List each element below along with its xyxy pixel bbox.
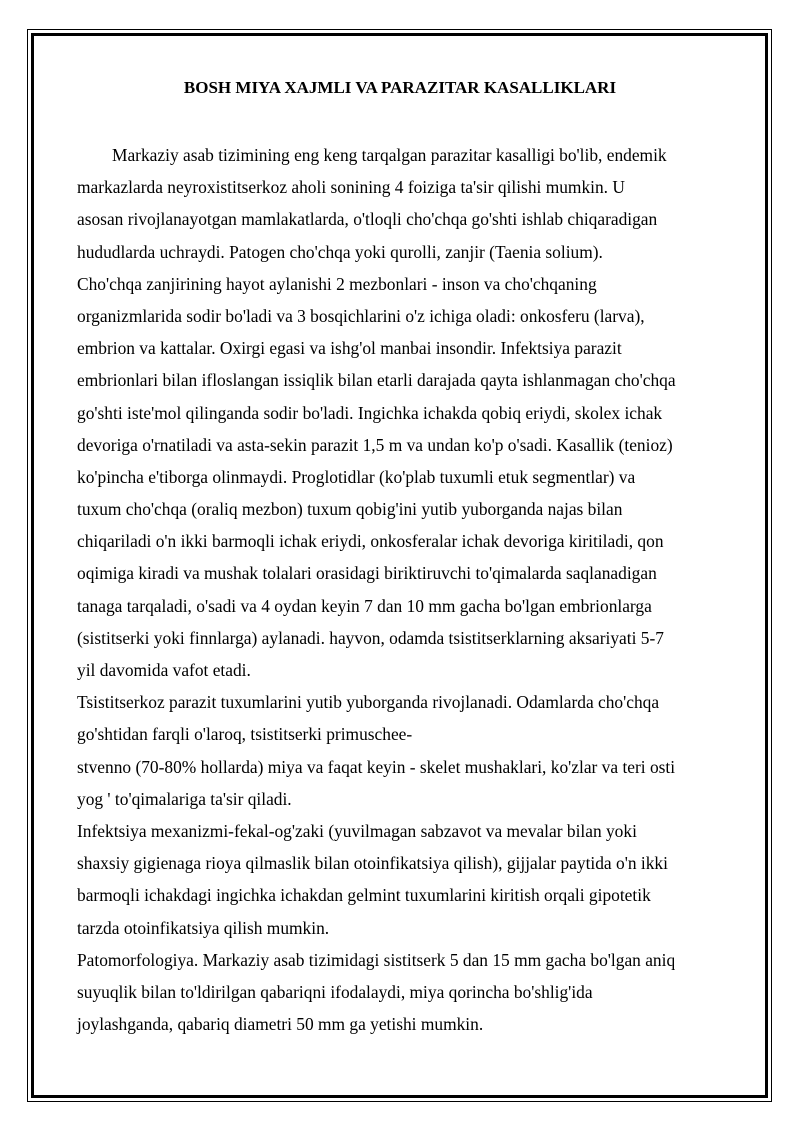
- text-line: Cho'chqa zanjirining hayot aylanishi 2 mezbonlari - inson va cho'chqaning: [77, 273, 597, 294]
- text-line: tuxum cho'chqa (oraliq mezbon) tuxum qobig'ini yutib yuborganda najas bilan: [77, 499, 623, 520]
- text-line: ko'pincha e'tiborga olinmaydi. Proglotidlar (ko'plab tuxumli etuk segmentlar) va: [77, 466, 636, 487]
- text-line: stvenno (70-80% hollarda) miya va faqat keyin - skelet mushaklari, ko'zlar va teri osti: [77, 756, 676, 777]
- text-line: go'shti iste'mol qilinganda sodir bo'ladi. Ingichka ichakda qobiq eriydi, skolex ichak: [77, 402, 663, 423]
- text-line: Tsistitserkoz parazit tuxumlarini yutib yuborganda rivojlanadi. Odamlarda cho'chqa: [77, 692, 660, 713]
- document-title: BOSH MIYA XAJMLI VA PARAZITAR KASALLIKLARI: [183, 78, 617, 97]
- text-line: yil davomida vafot etadi.: [77, 660, 251, 680]
- text-line: barmoqli ichakdagi ingichka ichakdan gelmint tuxumlarini kiritish orqali gipotetik: [77, 885, 651, 906]
- text-line: devoriga o'rnatiladi va asta-sekin parazit 1,5 m va undan ko'p o'sadi. Kasallik (tenioz): [77, 434, 673, 455]
- text-line: yog ' to'qimalariga ta'sir qiladi.: [77, 788, 292, 809]
- text-line: (sistitserki yoki finnlarga) aylanadi. hayvon, odamda tsistitserklarning aksariyati 5-7: [77, 627, 664, 648]
- text-line: markazlarda neyroxistitserkoz aholi sonining 4 foiziga ta'sir qilishi mumkin. U: [77, 177, 625, 198]
- text-line: asosan rivojlanayotgan mamlakatlarda, o'tloqli cho'chqa go'shti ishlab chiqaradigan: [77, 209, 658, 230]
- text-line: organizmlarida sodir bo'ladi va 3 bosqichlarini o'z ichiga oladi: onkosferu (larva),: [77, 305, 645, 326]
- text-line: suyuqlik bilan to'ldirilgan qabariqni ifodalaydi, miya qorincha bo'shlig'ida: [77, 981, 593, 1002]
- text-line: shaxsiy gigienaga rioya qilmaslik bilan otoinfikatsiya qilish), gijjalar paytida o'n ikki: [77, 853, 668, 874]
- text-line: embrionlari bilan ifloslangan issiqlik bilan etarli darajada qayta ishlanmagan cho'chqa: [77, 370, 676, 391]
- document-body: [77, 139, 733, 1040]
- text-line: joylashganda, qabariq diametri 50 mm ga yetishi mumkin.: [77, 1014, 484, 1035]
- text-line: Infektsiya mexanizmi-fekal-og'zaki (yuvilmagan sabzavot va mevalar bilan yoki: [77, 820, 637, 841]
- text-line: Markaziy asab tizimining eng keng tarqalgan parazitar kasalligi bo'lib, endemik: [112, 145, 667, 165]
- text-line: hududlarda uchraydi. Patogen cho'chqa yoki qurolli, zanjir (Taenia solium).: [77, 241, 603, 262]
- text-line: tanaga tarqaladi, o'sadi va 4 oydan keyin 7 dan 10 mm gacha bo'lgan embrionlarga: [77, 595, 652, 616]
- text-line: embrion va kattalar. Oxirgi egasi va ishg'ol manbai insondir. Infektsiya parazit: [77, 338, 622, 359]
- text-line: Patomorfologiya. Markaziy asab tizimidagi sistitserk 5 dan 15 mm gacha bo'lgan aniq: [77, 949, 676, 970]
- text-line: tarzda otoinfikatsiya qilish mumkin.: [77, 917, 330, 938]
- text-line: chiqariladi o'n ikki barmoqli ichak eriydi, onkosferalar ichak devoriga kiritiladi, qon: [77, 531, 664, 552]
- text-line: go'shtidan farqli o'laroq, tsistitserki primuschee-: [77, 724, 413, 745]
- text-line: oqimiga kiradi va mushak tolalari orasidagi biriktiruvchi to'qimalarda saqlanadigan: [77, 563, 657, 584]
